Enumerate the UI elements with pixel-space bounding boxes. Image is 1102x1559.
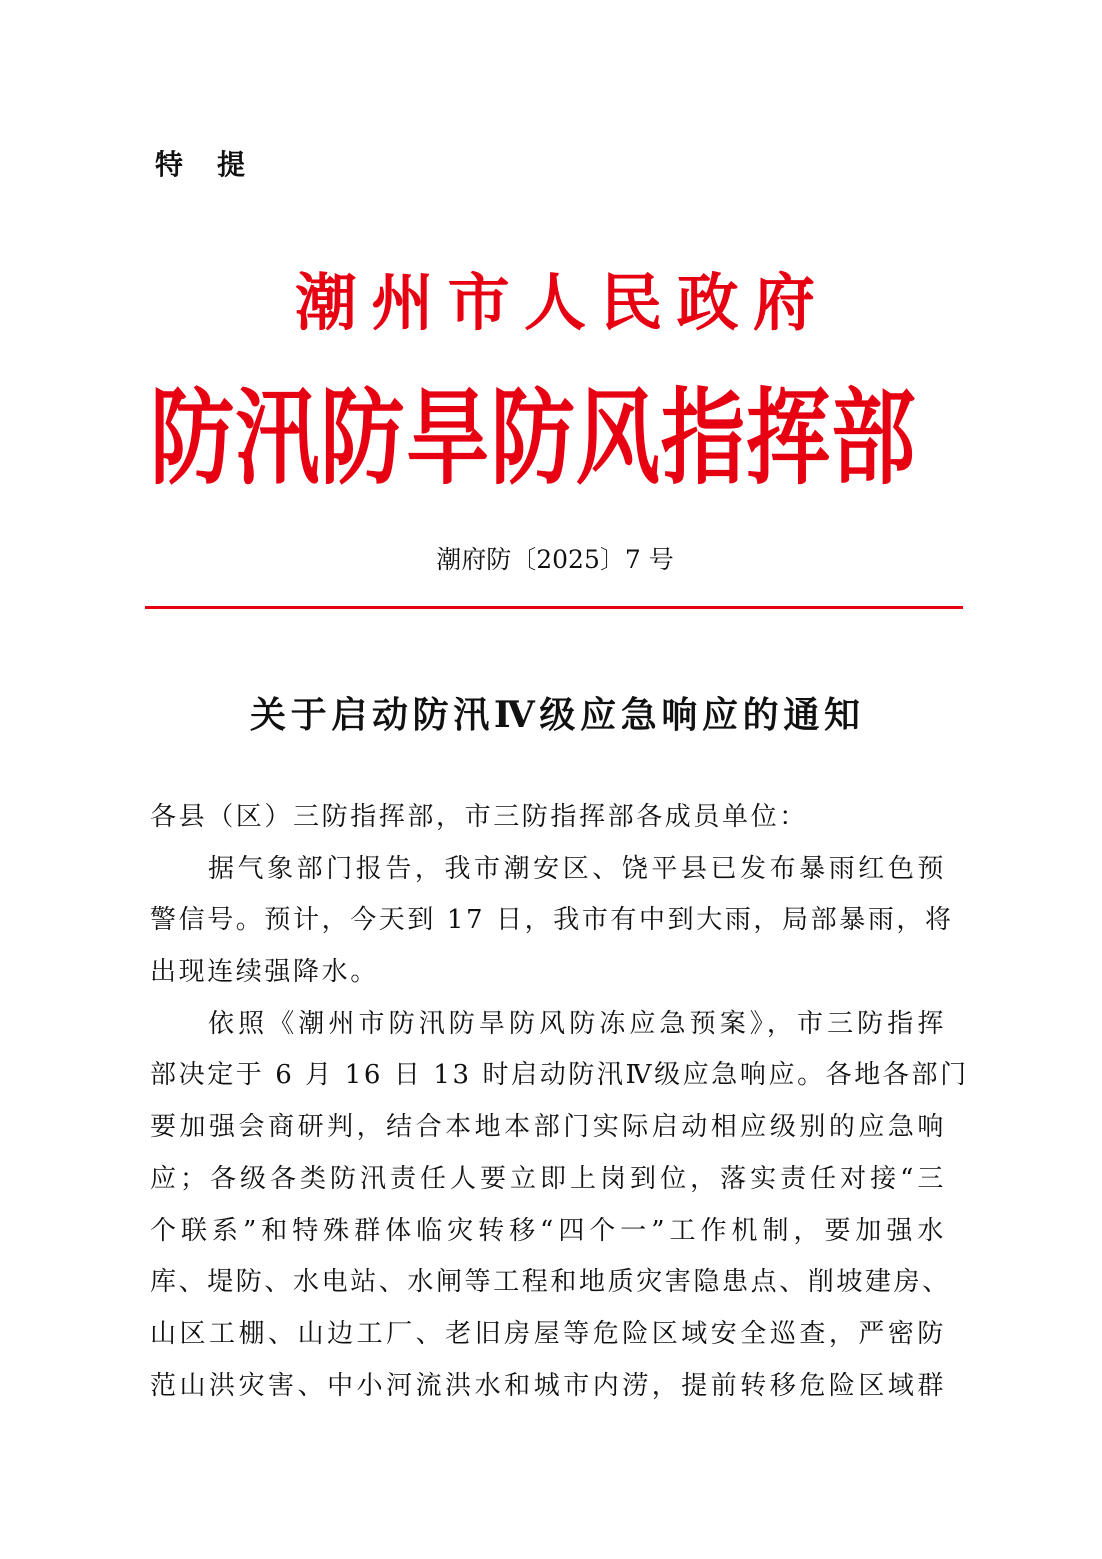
paragraph-1-line-2: 警信号。预计，今天到 17 日，我市有中到大雨，局部暴雨，将 <box>150 905 954 936</box>
paragraph-2-line-4: 应；各级各类防汛责任人要立即上岗到位，落实责任对接“三 <box>150 1163 946 1194</box>
paragraph-2-line-6: 库、堤防、水电站、水闸等工程和地质灾害隐患点、削坡建房、 <box>150 1267 951 1298</box>
paragraph-2-line-3: 要加强会商研判，结合本地本部门实际启动相应级别的应急响 <box>150 1112 946 1143</box>
paragraph-2-line-5: 个联系”和特殊群体临灾转移“四个一”工作机制，要加强水 <box>150 1215 946 1246</box>
paragraph-1-line-3: 出现连续强降水。 <box>150 957 379 988</box>
document-title: 关于启动防汛Ⅳ级应急响应的通知 <box>250 694 860 736</box>
paragraph-1-line-1: 据气象部门报告，我市潮安区、饶平县已发布暴雨红色预 <box>208 853 946 884</box>
red-separator-line <box>145 606 963 609</box>
document-body <box>150 792 969 1412</box>
priority-mark: 特 提 <box>155 148 245 181</box>
issuing-authority-line1: 潮州市人民政府 <box>295 266 815 339</box>
paragraph-2-line-2: 部决定于 6 月 16 日 13 时启动防汛Ⅳ级应急响应。各地各部门 <box>150 1060 969 1091</box>
paragraph-2-line-1: 依照《潮州市防汛防旱防风防冻应急预案》，市三防指挥 <box>208 1008 946 1039</box>
document-number: 潮府防〔2025〕7 号 <box>436 545 674 574</box>
paragraph-2-line-8: 范山洪灾害、中小河流洪水和城市内涝，提前转移危险区域群 <box>150 1370 946 1401</box>
issuing-authority-line2: 防汛防旱防风指挥部 <box>150 376 916 499</box>
paragraph-2-line-7: 山区工棚、山边工厂、老旧房屋等危险区域安全巡查，严密防 <box>150 1318 946 1349</box>
salutation: 各县（区）三防指挥部，市三防指挥部各成员单位： <box>150 802 808 832</box>
